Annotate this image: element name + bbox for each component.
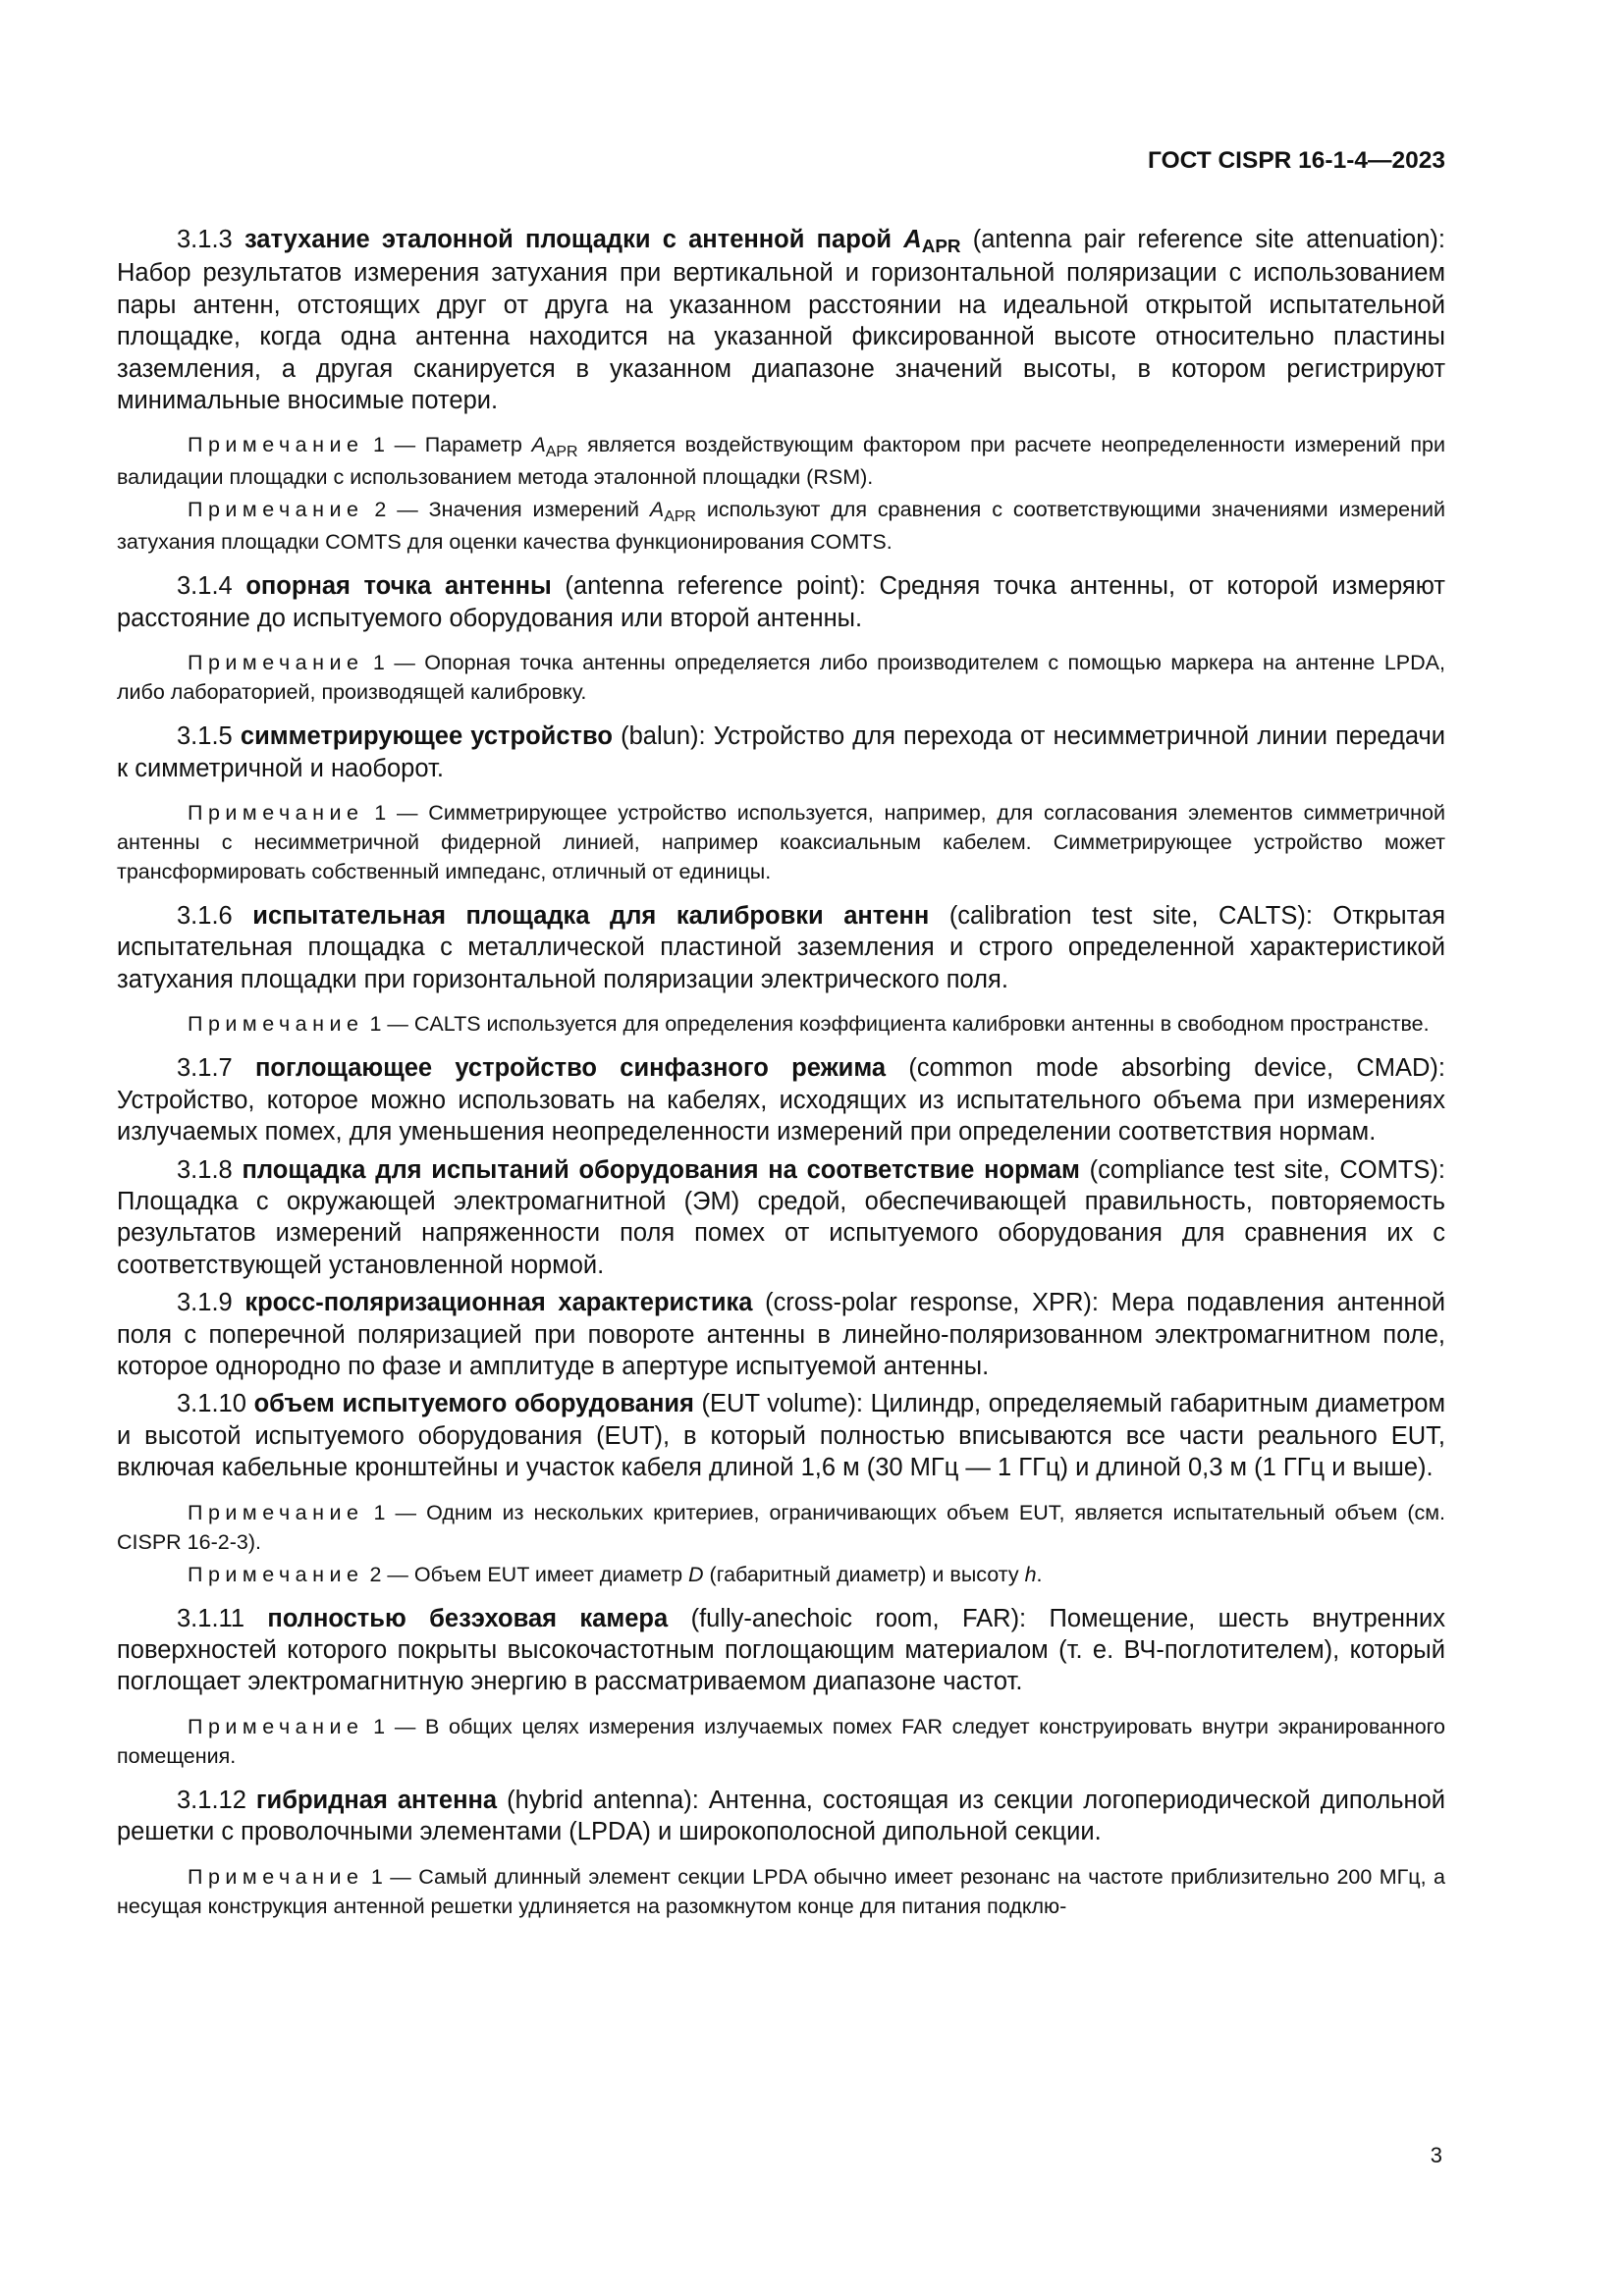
note: Примечание 1 — Опорная точка антенны определяется либо производителем с помощью маркера на антенне LPDA, либо лабораторией, производящей калибровку.	[117, 651, 1445, 705]
term-name: кросс-поляризационная характеристика	[244, 1289, 753, 1317]
term-entry	[117, 1603, 1445, 1698]
term-definition: (antenna reference point): Средняя точка антенны, от которой измеряют расстояние до испытуемого оборудования или второй антенны.	[117, 572, 1445, 632]
term-name: поглощающее устройство синфазного режима	[255, 1054, 887, 1083]
document-body	[117, 224, 1445, 1924]
term-entry	[117, 721, 1445, 784]
term-number: 3.1.6	[177, 902, 233, 931]
note-label: Примечание	[188, 1864, 364, 1889]
term-entry	[117, 1052, 1445, 1148]
term-definition: (fully-anechoic room, FAR): Помещение, шесть внутренних поверхностей которого покрыты высокочастотным поглощающим материалом (т. е. ВЧ-поглотителем), который поглощает электромагнитную энергию в рассматриваемом диапазоне частот.	[117, 1604, 1445, 1696]
note: Примечание 1 — CALTS используется для определения коэффициента калибровки антенны в свободном пространстве.	[188, 1012, 1430, 1037]
term-name: опорная точка антенны	[245, 572, 552, 601]
term-number: 3.1.11	[177, 1604, 245, 1632]
term-name: симметрирующее устройство	[240, 722, 613, 751]
page-number: 3	[1430, 2143, 1442, 2167]
term-name: объем испытуемого оборудования	[253, 1390, 694, 1418]
term-definition: (hybrid antenna): Антенна, состоящая из секции логопериодической дипольной решетки с проволочными элементами (LPDA) и широкополосной дипольной секции.	[117, 1786, 1445, 1846]
term-entry	[117, 1785, 1445, 1848]
term-name: затухание эталонной площадки с антенной парой	[244, 226, 893, 253]
term-number: 3.1.4	[177, 572, 233, 601]
term-name: гибридная антенна	[255, 1786, 498, 1814]
note-number: 2	[374, 498, 387, 522]
note-label: Примечание	[188, 498, 364, 522]
note-symbol: $A_{APR}$	[531, 433, 578, 460]
note: Примечание 1 — Симметрирующее устройство используется, например, для согласования элементов симметричной антенны с несимметричной фидерной линией, например коаксиальным кабелем. Симметрирующее устройство может трансформировать собственный импеданс, отличный от единицы.	[117, 801, 1445, 884]
term-symbol: $A_{APR}$	[903, 226, 961, 257]
note-number: 1	[373, 1500, 386, 1524]
term-name: полностью безэховая камера	[267, 1604, 669, 1632]
note-symbol: h	[1024, 1562, 1037, 1586]
term-definition: (EUT volume): Цилиндр, определяемый габаритным диаметром и высотой испытуемого оборудования (EUT), в который полностью вписываются все части реального EUT, включая кабельные кронштейны и участок кабеля длиной 1,6 м (30 МГц — 1 ГГц) и длиной 0,3 м (1 ГГц и выше).	[117, 1390, 1445, 1482]
note-number: 1	[373, 1714, 386, 1738]
note-label: Примечание	[188, 1500, 364, 1524]
note: Примечание 1 — В общих целях измерения излучаемых помех FAR следует конструировать внутри экранированного помещения.	[117, 1714, 1445, 1768]
note-symbol: D	[688, 1562, 704, 1586]
note-number: 1	[370, 1864, 383, 1889]
term-number: 3.1.10	[177, 1390, 246, 1418]
note: Примечание 1 — Параметр $A_{APR}$ является воздействующим фактором при расчете неопределенности измерений при валидации площадки с использованием метода эталонной площадки (RSM).	[117, 433, 1445, 490]
term-entry	[117, 1287, 1445, 1382]
note: Примечание 2 — Значения измерений $A_{APR}$ используют для сравнения с соответствующими значениями измерений затухания площадки COMTS для оценки качества функционирования COMTS.	[117, 498, 1445, 555]
note-number: 1	[373, 433, 386, 457]
note-label: Примечание	[188, 433, 364, 457]
note-number: 2	[369, 1562, 382, 1586]
term-number: 3.1.9	[177, 1289, 233, 1317]
note: Примечание 2 — Объем EUT имеет диаметр D (габаритный диаметр) и высоту h.	[188, 1562, 1043, 1586]
term-number: 3.1.7	[177, 1054, 233, 1083]
term-definition: (compliance test site, COMTS): Площадка с окружающей электромагнитной (ЭМ) средой, обеспечивающей правильность, повторяемость результатов измерений напряженности поля помех от испытуемого оборудования для сравнения их с соответствующей установленной нормой.	[117, 1155, 1445, 1279]
note-number: 1	[374, 801, 387, 826]
term-definition: (common mode absorbing device, CMAD): Устройство, которое можно использовать на кабелях, исходящих из испытательного объема при измерениях излучаемых помех, для уменьшения неопределенности измерений при определении соответствия нормам.	[117, 1054, 1445, 1147]
term-entry	[117, 1154, 1445, 1282]
term-number: 3.1.8	[177, 1155, 233, 1184]
note-number: 1	[369, 1012, 382, 1037]
note-label: Примечание	[188, 1714, 364, 1738]
term-entry	[117, 224, 1445, 416]
term-entry	[117, 1388, 1445, 1483]
note-label: Примечание	[188, 1012, 364, 1037]
note: Примечание 1 — Самый длинный элемент секции LPDA обычно имеет резонанс на частоте приблизительно 200 МГц, а несущая конструкция антенной решетки удлиняется на разомкнутом конце для питания подклю-	[117, 1864, 1445, 1918]
term-name: площадка для испытаний оборудования на соответствие нормам	[242, 1155, 1080, 1184]
term-name: испытательная площадка для калибровки антенн	[252, 902, 930, 931]
note-label: Примечание	[188, 651, 364, 675]
term-number: 3.1.5	[177, 722, 233, 751]
note-symbol: $A_{APR}$	[649, 498, 696, 525]
term-number: 3.1.3	[177, 226, 233, 253]
term-definition: (cross-polar response, XPR): Мера подавления антенной поля с поперечной поляризацией при повороте антенны в линейно-поляризованном электромагнитном поле, которое однородно по фазе и амплитуде в апертуре испытуемой антенны.	[117, 1289, 1445, 1380]
term-number: 3.1.12	[177, 1786, 246, 1814]
term-definition: (antenna pair reference site attenuation): Набор результатов измерения затухания при вертикальной и горизонтальной поляризации с использованием пары антенн, отстоящих друг от друга на указанном расстоянии на идеальной открытой испытательной площадке, когда одна антенна находится на указанной фиксированной высоте относительно пластины заземления, а другая сканируется в указанном диапазоне значений высоты, в котором регистрируют минимальные вносимые потери.	[117, 226, 1445, 415]
note: Примечание 1 — Одним из нескольких критериев, ограничивающих объем EUT, является испытательный объем (см. CISPR 16-2-3).	[117, 1500, 1445, 1554]
term-definition: (calibration test site, CALTS): Открытая испытательная площадка с металлической пластиной заземления и строго определенной характеристикой затухания площадки при горизонтальной поляризации электрического поля.	[117, 902, 1445, 993]
term-definition: (balun): Устройство для перехода от несимметричной линии передачи к симметричной и наоборот.	[117, 722, 1446, 782]
note-number: 1	[372, 651, 385, 675]
term-entry	[117, 900, 1445, 995]
term-entry	[117, 570, 1445, 634]
note-label: Примечание	[188, 801, 364, 826]
document-header: ГОСТ CISPR 16-1-4—2023	[1148, 147, 1445, 174]
note-label: Примечание	[188, 1562, 364, 1586]
